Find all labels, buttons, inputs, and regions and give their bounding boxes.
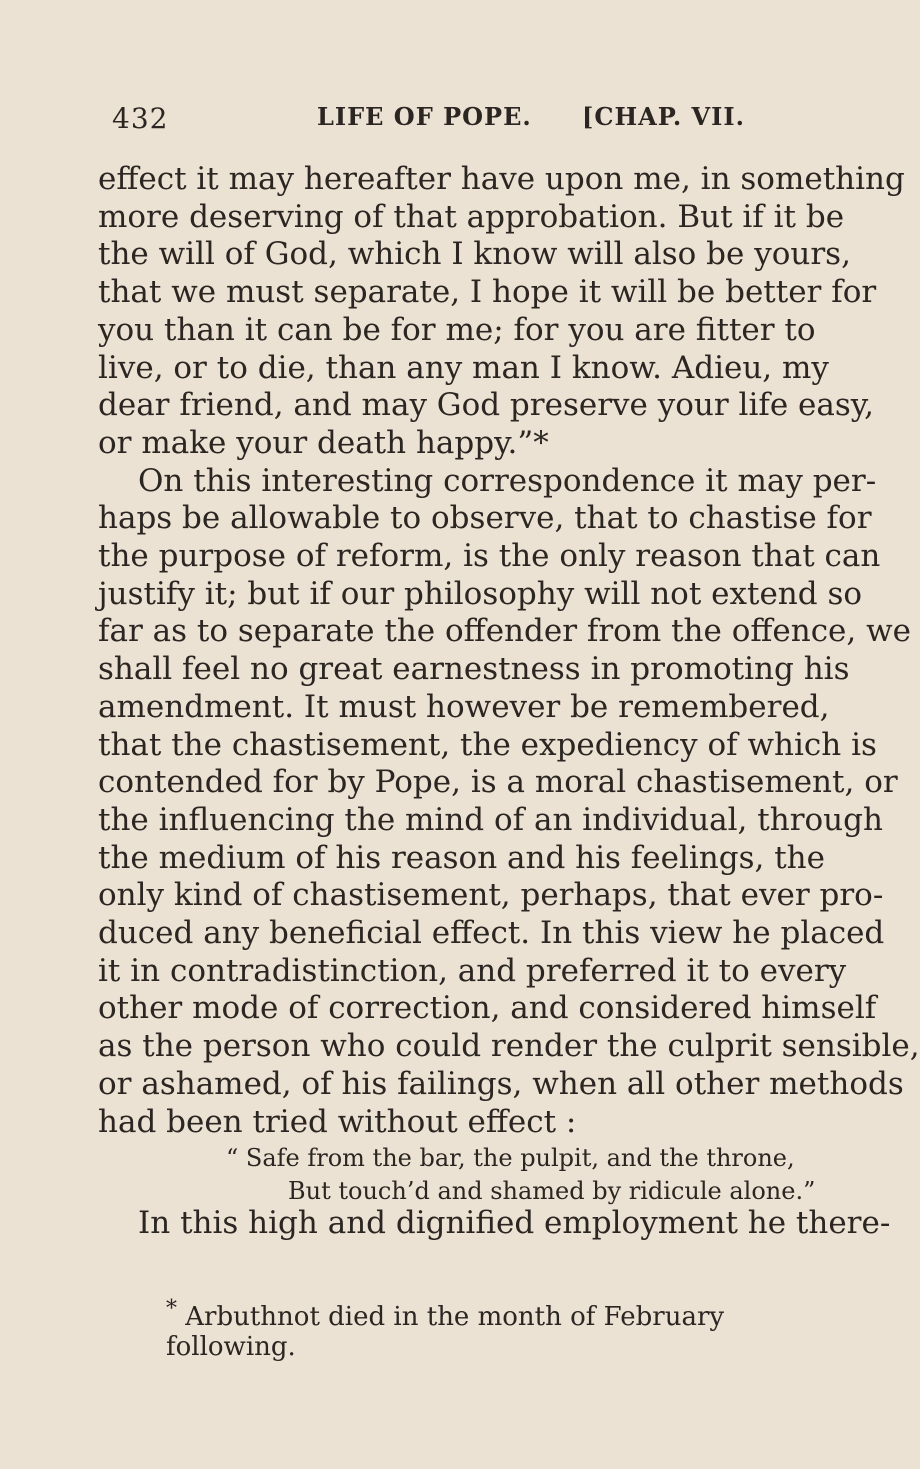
footnote-marker: * <box>166 1296 177 1322</box>
running-header <box>112 102 760 142</box>
text-line: or ashamed, of his failings, when all other methods <box>98 1065 904 1102</box>
text-line: that the chastisement, the expediency of which is <box>98 726 877 763</box>
text-line: or make your death happy.”* <box>98 424 549 461</box>
chapter-label: [CHAP. VII. <box>582 102 745 131</box>
text-line: haps be allowable to observe, that to chastise for <box>98 500 872 537</box>
running-title: LIFE OF POPE. <box>317 102 532 131</box>
text-line: that we must separate, I hope it will be better for <box>98 274 877 311</box>
text-line: the medium of his reason and his feelings, the <box>98 839 825 876</box>
verse-line-1: “ Safe from the bar, the pulpit, and the throne, <box>226 1144 795 1172</box>
text-line: you than it can be for me; for you are fitter to <box>98 311 816 348</box>
text-line: duced any beneficial effect. In this view he placed <box>98 915 885 952</box>
text-line: contended for by Pope, is a moral chastisement, or <box>98 764 898 801</box>
main-text <box>98 161 920 1141</box>
text-line: justify it; but if our philosophy will not extend so <box>98 575 863 612</box>
text-line: On this interesting correspondence it may per- <box>138 462 877 499</box>
page-number: 432 <box>112 102 169 135</box>
text-line: live, or to die, than any man I know. Adieu, my <box>98 349 829 386</box>
text-line: the will of God, which I know will also be yours, <box>98 236 851 273</box>
continuation-line: In this high and dignified employment he there- <box>138 1205 891 1241</box>
text-line: only kind of chastisement, perhaps, that ever pro- <box>98 877 884 914</box>
paragraph-letter-ending <box>98 161 905 463</box>
text-line: it in contradistinction, and preferred it to every <box>98 952 847 989</box>
text-line: far as to separate the offender from the offence, we <box>98 613 911 650</box>
text-line: effect it may hereafter have upon me, in something <box>98 161 905 197</box>
text-line: more deserving of that approbation. But if it be <box>98 198 845 235</box>
text-line: shall feel no great earnestness in promoting his <box>98 651 850 688</box>
verse-quotation <box>226 1142 815 1208</box>
verse-line-2: But touch’d and shamed by ridicule alone.” <box>288 1177 816 1205</box>
footnote-text: Arbuthnot died in the month of February following. <box>166 1302 725 1362</box>
footnote <box>166 1296 800 1362</box>
text-line: the purpose of reform, is the only reason that can <box>98 538 881 575</box>
text-line: other mode of correction, and considered himself <box>98 990 877 1027</box>
paragraph-commentary <box>98 462 920 1142</box>
text-line: dear friend, and may God preserve your life easy, <box>98 387 875 424</box>
text-line: had been tried without effect : <box>98 1103 577 1140</box>
continuation-paragraph <box>98 1205 891 1243</box>
text-line: as the person who could render the culprit sensible, <box>98 1028 920 1065</box>
text-line: the influencing the mind of an individual, through <box>98 801 883 838</box>
text-line: amendment. It must however be remembered, <box>98 688 830 725</box>
